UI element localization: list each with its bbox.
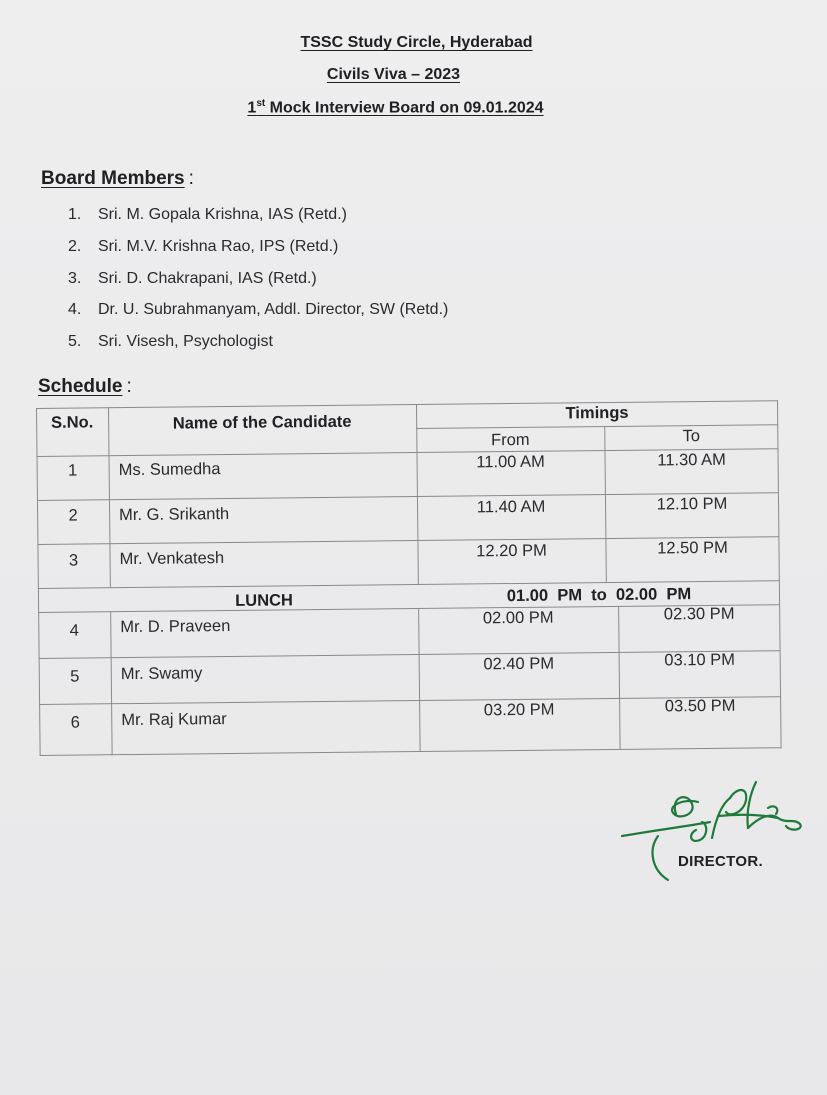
signature-stroke [712, 798, 730, 838]
row-from: 03.20 PM [483, 700, 555, 720]
member-name: Sri. M.V. Krishna Rao, IPS (Retd.) [98, 237, 339, 255]
row-sno: 5 [70, 667, 80, 686]
director-title: DIRECTOR. [678, 853, 763, 870]
board-heading [0, 98, 809, 117]
member-number: 3. [68, 269, 82, 287]
signature-stroke [653, 836, 668, 880]
row-from: 11.40 AM [476, 497, 546, 517]
list-item [68, 203, 448, 235]
schedule-title: Schedule [38, 376, 123, 397]
row-to: 03.10 PM [664, 650, 736, 670]
row-from: 02.40 PM [483, 654, 555, 674]
organization-title: TSSC Study Circle, Hyderabad [300, 34, 533, 51]
director-signature [618, 778, 808, 888]
row-to: 12.50 PM [657, 538, 728, 558]
row-candidate: Mr. Raj Kumar [121, 710, 227, 730]
table-column-rule [418, 608, 421, 752]
row-candidate: Mr. G. Srikanth [119, 504, 230, 525]
board-members-title: Board Members [41, 168, 185, 189]
row-candidate: Mr. D. Praveen [120, 616, 231, 637]
event-title: Civils Viva – 2023 [326, 66, 461, 83]
lunch-time: 01.00 PM to 02.00 PM [506, 585, 692, 606]
row-sno: 6 [70, 713, 80, 732]
schedule-table [36, 400, 782, 756]
schedule-heading [38, 376, 132, 398]
board-heading-ordinal: st [256, 98, 266, 109]
list-item [68, 235, 448, 267]
table-border-left [36, 408, 41, 756]
signature-stroke [726, 790, 746, 814]
row-to: 03.50 PM [664, 696, 736, 716]
table-column-rule [618, 606, 621, 750]
row-from: 11.00 AM [476, 452, 545, 472]
row-to: 02.30 PM [663, 604, 735, 624]
member-number: 2. [68, 237, 82, 255]
header-to: To [682, 427, 701, 446]
row-sno: 2 [68, 506, 78, 525]
row-from: 12.20 PM [476, 541, 547, 561]
row-candidate: Mr. Swamy [120, 664, 203, 684]
member-name: Sri. Visesh, Psychologist [98, 333, 273, 351]
member-name: Dr. U. Subrahmanyam, Addl. Director, SW (Retd.) [98, 301, 449, 319]
header-from: From [491, 430, 530, 450]
row-sno: 1 [67, 461, 78, 480]
row-from: 02.00 PM [482, 608, 554, 628]
board-members-heading [41, 168, 194, 190]
lunch-label: LUNCH [235, 591, 293, 610]
table-border-bottom [40, 747, 782, 756]
member-name: Sri. D. Chakrapani, IAS (Retd.) [98, 269, 317, 287]
signature-stroke [622, 822, 710, 836]
member-number: 5. [68, 333, 82, 351]
signature-stroke [672, 797, 698, 816]
signature-stroke [768, 806, 777, 814]
member-number: 4. [68, 301, 82, 319]
row-to: 11.30 AM [657, 450, 726, 470]
schedule-colon: : [126, 376, 132, 397]
board-members-colon: : [188, 168, 194, 189]
board-members-list [68, 203, 448, 362]
header-timings: Timings [565, 403, 629, 423]
row-to: 12.10 PM [656, 494, 728, 514]
row-sno: 3 [68, 551, 79, 570]
row-sno: 4 [69, 621, 80, 640]
list-item [68, 267, 448, 299]
member-number: 1. [68, 206, 82, 223]
row-candidate: Ms. Sumedha [118, 460, 221, 480]
header-name: Name of the Candidate [172, 412, 352, 433]
board-heading-text: Mock Interview Board on 09.01.2024 [265, 99, 544, 117]
header-sno: S.No. [50, 413, 94, 432]
board-heading-number: 1 [247, 99, 257, 117]
list-item [68, 298, 448, 330]
member-name: Sri. M. Gopala Krishna, IAS (Retd.) [98, 206, 347, 223]
list-item [68, 330, 448, 362]
row-candidate: Mr. Venkatesh [119, 549, 225, 569]
